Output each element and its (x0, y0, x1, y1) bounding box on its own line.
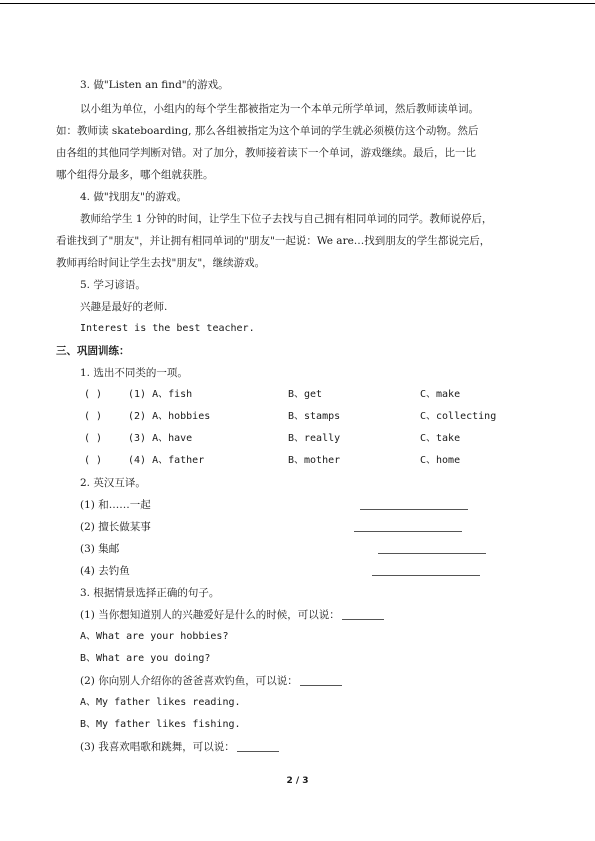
situation-3-prompt (80, 740, 279, 754)
option-b: B、mother (288, 455, 341, 466)
option-a: (2) A、hobbies (128, 411, 211, 422)
question-3-title: 3. 根据情景选择正确的句子。 (80, 587, 220, 599)
translation-answer-blank-2[interactable] (354, 531, 462, 532)
translation-answer-blank-1[interactable] (360, 509, 468, 510)
option-c: C、collecting (420, 411, 497, 422)
option-c: C、take (420, 433, 461, 444)
translation-item-4: (4) 去钓鱼 (80, 565, 130, 577)
situation-2-option-b: B、My father likes fishing. (80, 719, 241, 730)
situation-3-answer-blank[interactable] (237, 741, 279, 752)
situation-2-option-a: A、My father likes reading. (80, 697, 241, 708)
translation-item-3: (3) 集邮 (80, 543, 120, 555)
activity-4-paragraph-line-2: 看谁找到了"朋友"，并让拥有相同单词的"朋友"一起说：We are…找到朋友的学生都说完后， (56, 235, 491, 247)
activity-3-paragraph-line-4: 哪个组得分最多，哪个组就获胜。 (56, 169, 214, 181)
situation-1-prompt (80, 608, 384, 622)
situation-3-text: (3) 我喜欢唱歌和跳舞，可以说： (80, 741, 235, 753)
activity-3-title: 3. 做"Listen an find"的游戏。 (80, 79, 229, 91)
activity-5-title: 5. 学习谚语。 (80, 279, 146, 291)
answer-paren: ( ) (84, 433, 103, 444)
section-heading: 三、巩固训练： (56, 345, 130, 357)
option-a: (4) A、father (128, 455, 205, 466)
activity-4-title: 4. 做"找朋友"的游戏。 (80, 191, 188, 203)
proverb-english: Interest is the best teacher. (80, 323, 255, 334)
activity-4-paragraph-line-1: 教师给学生 1 分钟的时间，让学生下位子去找与自己拥有相同单词的同学。教师说停后， (80, 213, 493, 225)
option-b: B、really (288, 433, 341, 444)
header-rule (0, 3, 595, 4)
answer-paren: ( ) (84, 411, 103, 422)
activity-3-paragraph-line-3: 由各组的其他同学判断对错。对了加分，教师接着读下一个单词，游戏继续。最后，比一比 (56, 147, 476, 159)
translation-item-1: (1) 和……一起 (80, 499, 151, 511)
option-c: C、make (420, 389, 461, 400)
option-a: (3) A、have (128, 433, 193, 444)
option-b: B、stamps (288, 411, 341, 422)
situation-2-answer-blank[interactable] (300, 675, 342, 686)
translation-answer-blank-4[interactable] (372, 575, 480, 576)
situation-2-prompt (80, 674, 342, 688)
situation-1-answer-blank[interactable] (342, 609, 384, 620)
answer-paren: ( ) (84, 455, 103, 466)
answer-paren: ( ) (84, 389, 103, 400)
situation-1-text: (1) 当你想知道别人的兴趣爱好是什么的时候，可以说： (80, 609, 340, 621)
question-1-title: 1. 选出不同类的一项。 (80, 367, 188, 379)
activity-3-paragraph-line-2: 如：教师读 skateboarding, 那么各组被指定为这个单词的学生就必须模仿这个动物。然后 (56, 125, 479, 137)
option-b: B、get (288, 389, 323, 400)
activity-3-paragraph-line-1: 以小组为单位，小组内的每个学生都被指定为一个本单元所学单词，然后教师读单词。 (80, 103, 479, 115)
situation-1-option-b: B、What are you doing? (80, 653, 211, 664)
option-c: C、home (420, 455, 461, 466)
translation-answer-blank-3[interactable] (378, 553, 486, 554)
activity-4-paragraph-line-3: 教师再给时间让学生去找"朋友"，继续游戏。 (56, 257, 266, 269)
situation-2-text: (2) 你向别人介绍你的爸爸喜欢钓鱼，可以说： (80, 675, 298, 687)
proverb-chinese: 兴趣是最好的老师. (80, 301, 168, 313)
page-number: 2 / 3 (286, 776, 309, 786)
option-a: (1) A、fish (128, 389, 193, 400)
situation-1-option-a: A、What are your hobbies? (80, 631, 229, 642)
translation-item-2: (2) 擅长做某事 (80, 521, 151, 533)
question-2-title: 2. 英汉互译。 (80, 477, 146, 489)
